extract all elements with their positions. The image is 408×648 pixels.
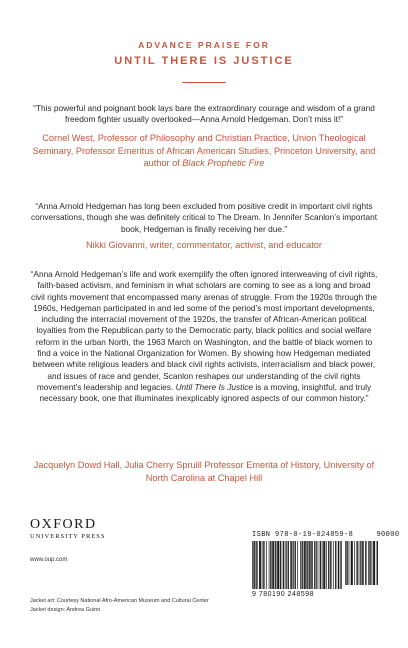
price-code: 90000 xyxy=(376,531,400,539)
barcode-bar xyxy=(354,541,355,585)
barcode-bar xyxy=(373,541,374,585)
barcode-bar xyxy=(362,541,363,585)
barcode-bar xyxy=(295,541,296,589)
quote-text-3: “Anna Arnold Hedgeman’s life and work exemplify the often ignored interweaving of civil rights, faith-based activism, and feminism in what scholars are coming to see as a long and broad civil rights movement that encompassed many arenas of struggle. From the 1920s through the 1960s, Hedgeman participated in and led some of the period’s most important developments, including the interracial movement of the 1920s, the transfer of African-American political loyalties from the Republican party to the Democratic party, black politics and social welfare reform in the urban North, the 1963 March on Washington, and the battle of black women to find a voice in the National Organization for Women. By showing how Hedgeman mediated between white religious leaders and black civil rights activists, interracialism and black power, and issues of race and gender, Scanlon reshapes our understanding of the civil rights movement’s leadership and legacies. xyxy=(30,269,378,392)
barcode-bar xyxy=(351,541,352,585)
barcode-bar xyxy=(318,541,319,589)
quote-end-3: is a moving, insightful, and truly necessary book, one that illuminates inexplicably ignored aspects of our common history.” xyxy=(39,381,372,404)
blurb-attribution-2: Nikki Giovanni, writer, commentator, activist, and educator xyxy=(86,240,322,250)
barcode-bar xyxy=(264,541,265,589)
barcode-bar xyxy=(263,541,264,589)
isbn-barcode xyxy=(252,531,400,599)
barcode-bar xyxy=(297,541,298,589)
barcode-bar xyxy=(312,541,313,589)
barcode-bar xyxy=(292,541,293,589)
barcode-bar xyxy=(374,541,375,585)
barcode-bar xyxy=(356,541,357,585)
blurb-attribution-1 xyxy=(30,132,378,170)
barcode-bar xyxy=(324,541,325,589)
barcode-bar xyxy=(346,541,347,585)
barcode-bar xyxy=(363,541,364,585)
publisher-subtitle: UNIVERSITY PRESS xyxy=(30,533,106,540)
barcode-bar xyxy=(253,541,254,589)
barcode-bar xyxy=(339,541,340,589)
barcode-bar xyxy=(366,541,367,585)
barcode-bar xyxy=(329,541,330,589)
blurb-attribution-3: Jacquelyn Dowd Hall, Julia Cherry Spruill Professor Emerita of History, University of North Carolina at Chapel Hill xyxy=(33,460,375,483)
barcode-bar xyxy=(340,541,341,589)
barcode-bar xyxy=(273,541,274,589)
isbn-label xyxy=(252,531,399,539)
barcode-bar xyxy=(275,541,276,589)
barcode-bar xyxy=(279,541,280,589)
barcode-bar xyxy=(320,541,321,589)
barcode-bar xyxy=(288,541,289,589)
barcode-bar xyxy=(304,541,305,589)
barcode-bar xyxy=(322,541,323,589)
barcode-bar xyxy=(309,541,310,589)
publisher-logo: OXFORD xyxy=(30,517,97,532)
barcode-bar xyxy=(290,541,291,589)
barcode-bar xyxy=(257,541,258,589)
barcode-bar xyxy=(304,541,305,589)
barcode-bar xyxy=(372,541,373,585)
barcode-bar xyxy=(302,541,303,589)
barcode-bar xyxy=(277,541,278,589)
barcode-bars-main xyxy=(252,541,342,589)
barcode-bar xyxy=(370,541,371,585)
barcode-bar xyxy=(272,541,273,589)
barcode-bars-addon xyxy=(345,541,378,585)
jacket-design-credit: Jacket design: Andrea Guinn xyxy=(30,607,101,613)
barcode-bar xyxy=(254,541,255,589)
barcode-bar xyxy=(351,541,352,585)
barcode-bar xyxy=(328,541,329,589)
barcode-bar xyxy=(283,541,284,589)
barcode-bar xyxy=(362,541,363,585)
barcode-bar xyxy=(295,541,296,589)
publisher-url: www.oup.com xyxy=(30,557,68,563)
barcode-bar xyxy=(307,541,308,589)
barcode-bar xyxy=(281,541,282,589)
barcode-bar xyxy=(323,541,324,589)
isbn-number: ISBN 978-0-19-024859-8 xyxy=(252,531,354,539)
barcode-bar xyxy=(341,541,342,589)
barcode-bar xyxy=(305,541,306,589)
barcode-bar xyxy=(266,541,267,589)
barcode-bar xyxy=(274,541,275,589)
barcode-bar xyxy=(331,541,332,589)
barcode-bar xyxy=(365,541,366,585)
barcode-bar xyxy=(306,541,307,589)
barcode-bar xyxy=(255,541,256,589)
barcode-bar xyxy=(345,541,346,585)
barcode-bar xyxy=(285,541,286,589)
barcode-bar xyxy=(269,541,270,589)
barcode-bar xyxy=(335,541,336,589)
barcode-bar xyxy=(293,541,294,589)
title-divider xyxy=(182,82,226,83)
barcode-bar xyxy=(271,541,272,589)
blurb-quote-2: “Anna Arnold Hedgeman has long been excluded from positive credit in important civil rights conversations, though she was definitely critical to The Dream. In Jennifer Scanlon’s important book, Hedgeman is finally receiving her due.” xyxy=(30,201,378,234)
barcode-bar xyxy=(270,541,271,589)
book-title: UNTIL THERE IS JUSTICE xyxy=(114,55,294,67)
barcode-bar xyxy=(309,541,310,589)
barcode-bar xyxy=(256,541,257,589)
barcode-bar xyxy=(283,541,284,589)
attribution-text-1: Cornel West, Professor of Philosophy and Christian Practice, Union Theological Seminary, Professor Emeritus of African American Studies, Princeton University, and author of xyxy=(32,133,376,168)
barcode-bar xyxy=(326,541,327,589)
barcode-bar xyxy=(288,541,289,589)
barcode-bar xyxy=(359,541,360,585)
barcode-bar xyxy=(325,541,326,589)
blurb-quote-1: “This powerful and poignant book lays bare the extraordinary courage and wisdom of a grand freedom fighter usually overlooked—Anna Arnold Hedgeman. Don’t miss it!” xyxy=(33,103,375,125)
barcode-bar xyxy=(377,541,378,585)
barcode-bar xyxy=(286,541,287,589)
barcode-bar xyxy=(314,541,315,589)
barcode-bar xyxy=(300,541,301,589)
barcode-bar xyxy=(278,541,279,589)
barcode-bar xyxy=(349,541,350,585)
barcode-bar xyxy=(291,541,292,589)
jacket-art-credit: Jacket art: Courtesy National Afro-American Museum and Cultural Center xyxy=(30,598,209,604)
barcode-bar xyxy=(262,541,263,589)
barcode-bar xyxy=(260,541,261,589)
barcode-bar xyxy=(260,541,261,589)
barcode-bar xyxy=(330,541,331,589)
barcode-bar xyxy=(374,541,375,585)
barcode-bar xyxy=(302,541,303,589)
attribution-book-title-1: Black Prophetic Fire xyxy=(182,158,265,168)
quote-book-title-3: Until There Is Justice xyxy=(175,381,254,392)
barcode-bar xyxy=(316,541,317,589)
barcode-bar xyxy=(336,541,337,589)
barcode-bar xyxy=(276,541,277,589)
barcode-bar xyxy=(259,541,260,589)
barcode-bar xyxy=(338,541,339,589)
barcode-bar xyxy=(377,541,378,585)
blurb-quote-3 xyxy=(30,269,378,405)
barcode-bar xyxy=(333,541,334,589)
barcode-bar xyxy=(310,541,311,589)
praise-kicker: ADVANCE PRAISE FOR xyxy=(138,40,270,50)
barcode-bar xyxy=(347,541,348,585)
barcode-digits: 9 780190 248598 xyxy=(252,591,314,598)
barcode-bar xyxy=(311,541,312,589)
barcode-bar xyxy=(320,541,321,589)
barcode-bar xyxy=(252,541,253,589)
barcode-bar xyxy=(369,541,370,585)
barcode-bar xyxy=(352,541,353,585)
barcode-bar xyxy=(280,541,281,589)
barcode-bar xyxy=(315,541,316,589)
barcode-bar xyxy=(357,541,358,585)
barcode-bar xyxy=(360,541,361,585)
barcode-bar xyxy=(368,541,369,585)
